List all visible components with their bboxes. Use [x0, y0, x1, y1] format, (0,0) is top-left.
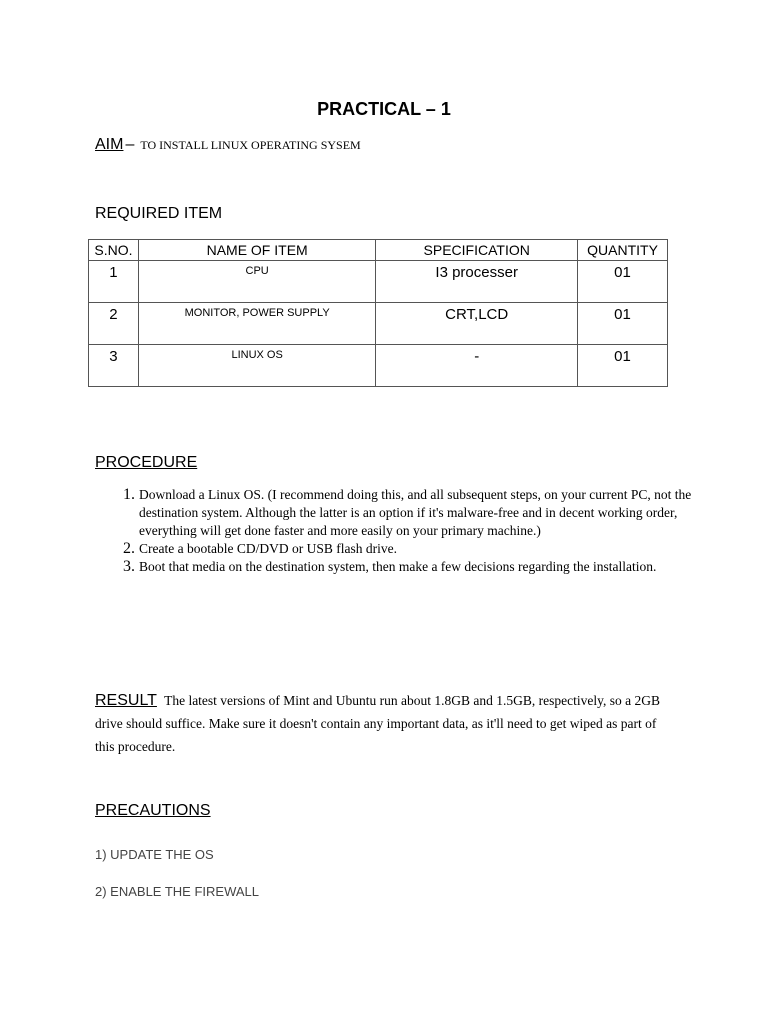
cell-specification: CRT,LCD: [376, 303, 578, 345]
procedure-step: 2. Create a bootable CD/DVD or USB flash drive.: [139, 540, 699, 558]
procedure-step: 3. Boot that media on the destination system, then make a few decisions regarding the installation.: [139, 558, 699, 576]
aim-label: AIM: [95, 136, 124, 153]
table-header-row: [89, 240, 668, 261]
aim-dash: –: [125, 136, 135, 153]
page-title: PRACTICAL – 1: [317, 99, 451, 119]
cell-sno: 3: [89, 345, 139, 387]
precautions-heading: [95, 802, 211, 820]
cell-quantity: 01: [578, 345, 668, 387]
precaution-item: 1) UPDATE THE OS: [95, 847, 214, 862]
header-sno: S.NO.: [89, 240, 139, 261]
cell-sno: 2: [89, 303, 139, 345]
header-quantity: QUANTITY: [578, 240, 668, 261]
cell-specification: -: [376, 345, 578, 387]
table-row: [89, 261, 668, 303]
header-name: NAME OF ITEM: [138, 240, 375, 261]
precaution-item: 2) ENABLE THE FIREWALL: [95, 884, 259, 899]
cell-name: LINUX OS: [138, 345, 375, 387]
precautions-heading-text: PRECAUTIONS: [95, 802, 211, 819]
header-specification: SPECIFICATION: [376, 240, 578, 261]
cell-quantity: 01: [578, 261, 668, 303]
aim-text: TO INSTALL LINUX OPERATING SYSEM: [140, 138, 361, 152]
cell-name: CPU: [138, 261, 375, 303]
required-item-heading-text: REQUIRED ITEM: [95, 205, 223, 222]
required-items-table: [88, 239, 668, 387]
procedure-heading: [95, 454, 197, 472]
procedure-heading-text: PROCEDURE: [95, 454, 198, 471]
aim-line: [95, 136, 361, 154]
result-paragraph: [95, 689, 675, 758]
procedure-step: 1. Download a Linux OS. (I recommend doing this, and all subsequent steps, on your current PC, not the destination system. Although the latter is an option if it's malware-free and in decent working order, everything will get done faster and more easily on your primary machine.): [139, 486, 699, 540]
cell-specification: I3 processer: [376, 261, 578, 303]
required-item-heading: [95, 205, 222, 223]
result-text: The latest versions of Mint and Ubuntu run about 1.8GB and 1.5GB, respectively, so a 2GB drive should suffice. Make sure it doesn't contain any important data, as it'll need to get wiped as part of this procedure.: [95, 693, 660, 754]
result-label: RESULT: [95, 692, 157, 709]
table-row: [89, 345, 668, 387]
cell-name: MONITOR, POWER SUPPLY: [138, 303, 375, 345]
table-row: [89, 303, 668, 345]
cell-sno: 1: [89, 261, 139, 303]
cell-quantity: 01: [578, 303, 668, 345]
procedure-list: [112, 486, 699, 576]
